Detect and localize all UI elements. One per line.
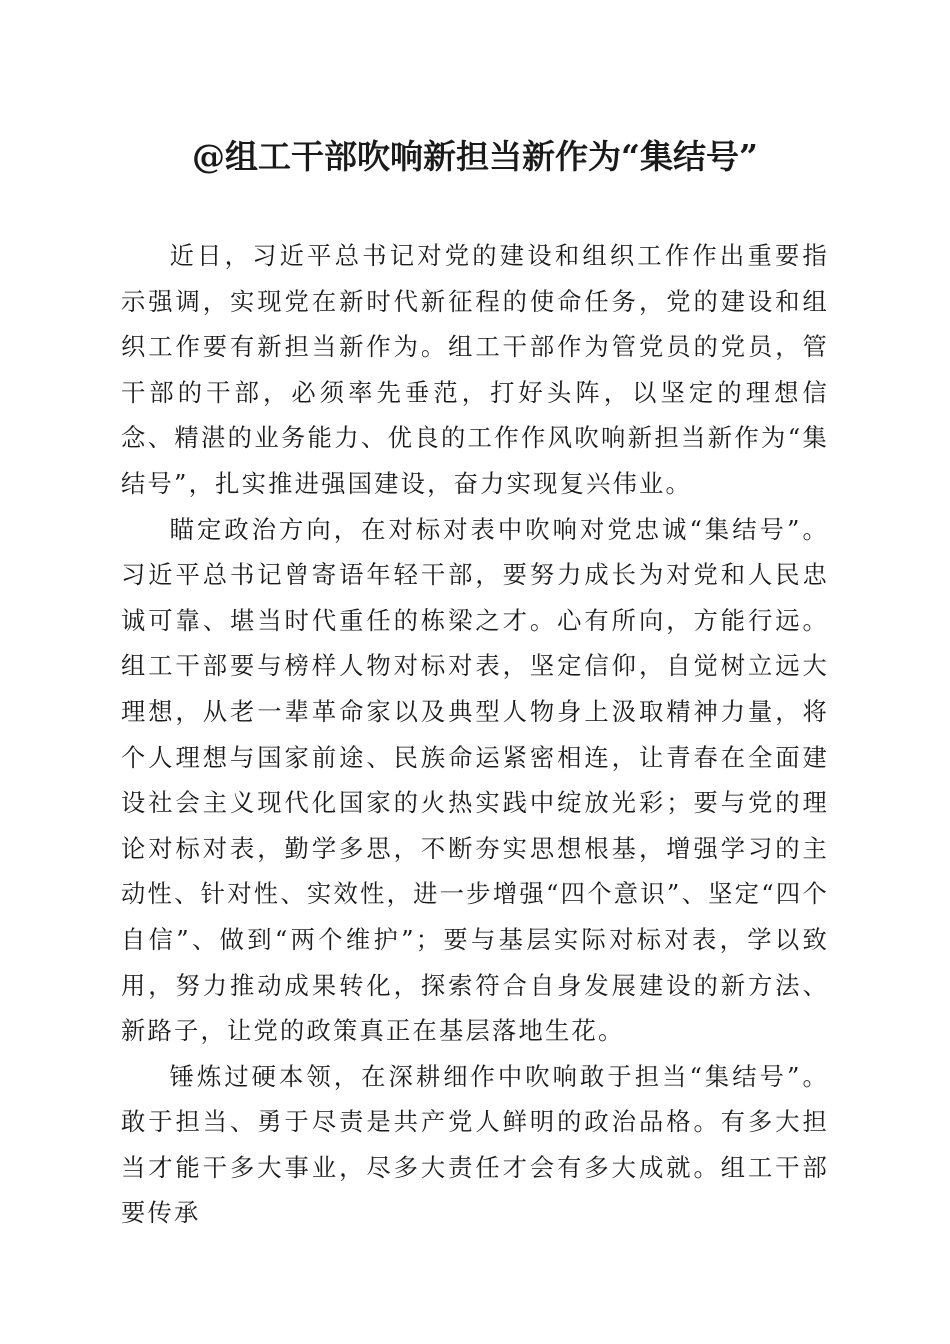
paragraph-intro: 近日，习近平总书记对党的建设和组织工作作出重要指示强调，实现党在新时代新征程的使命任务，党的建设和组织工作要有新担当新作为。组工干部作为管党员的党员，管干部的干部，必须率先垂范，打好头阵，以坚定的理想信念、精湛的业务能力、优良的工作作风吹响新担当新作为“集结号”，扎实推进强国建设，奋力实现复兴伟业。 [121,241,829,498]
page-title: @组工干部吹响新担当新作为“集结号” [192,137,758,176]
article-body [121,233,829,1236]
paragraph-skills: 锤炼过硬本领，在深耕细作中吹响敢于担当“集结号”。敢于担当、勇于尽责是共产党人鲜明的政治品格。有多大担当才能干多大事业，尽多大责任才会有多大成就。组工干部要传承 [121,1061,829,1228]
paragraph-political-direction: 瞄定政治方向，在对标对表中吹响对党忠诚“集结号”。习近平总书记曾寄语年轻干部，要努力成长为对党和人民忠诚可靠、堪当时代重任的栋梁之才。心有所向，方能行远。组工干部要与榜样人物对标对表，坚定信仰，自觉树立远大理想，从老一辈革命家以及典型人物身上汲取精神力量，将个人理想与国家前途、民族命运紧密相连，让青春在全面建设社会主义现代化国家的火热实践中绽放光彩；要与党的理论对标对表，勤学多思，不断夯实思想根基，增强学习的主动性、针对性、实效性，进一步增强“四个意识”、坚定“四个自信”、做到“两个维护”；要与基层实际对标对表，学以致用，努力推动成果转化，探索符合自身发展建设的新方法、新路子，让党的政策真正在基层落地生花。 [121,514,829,1046]
